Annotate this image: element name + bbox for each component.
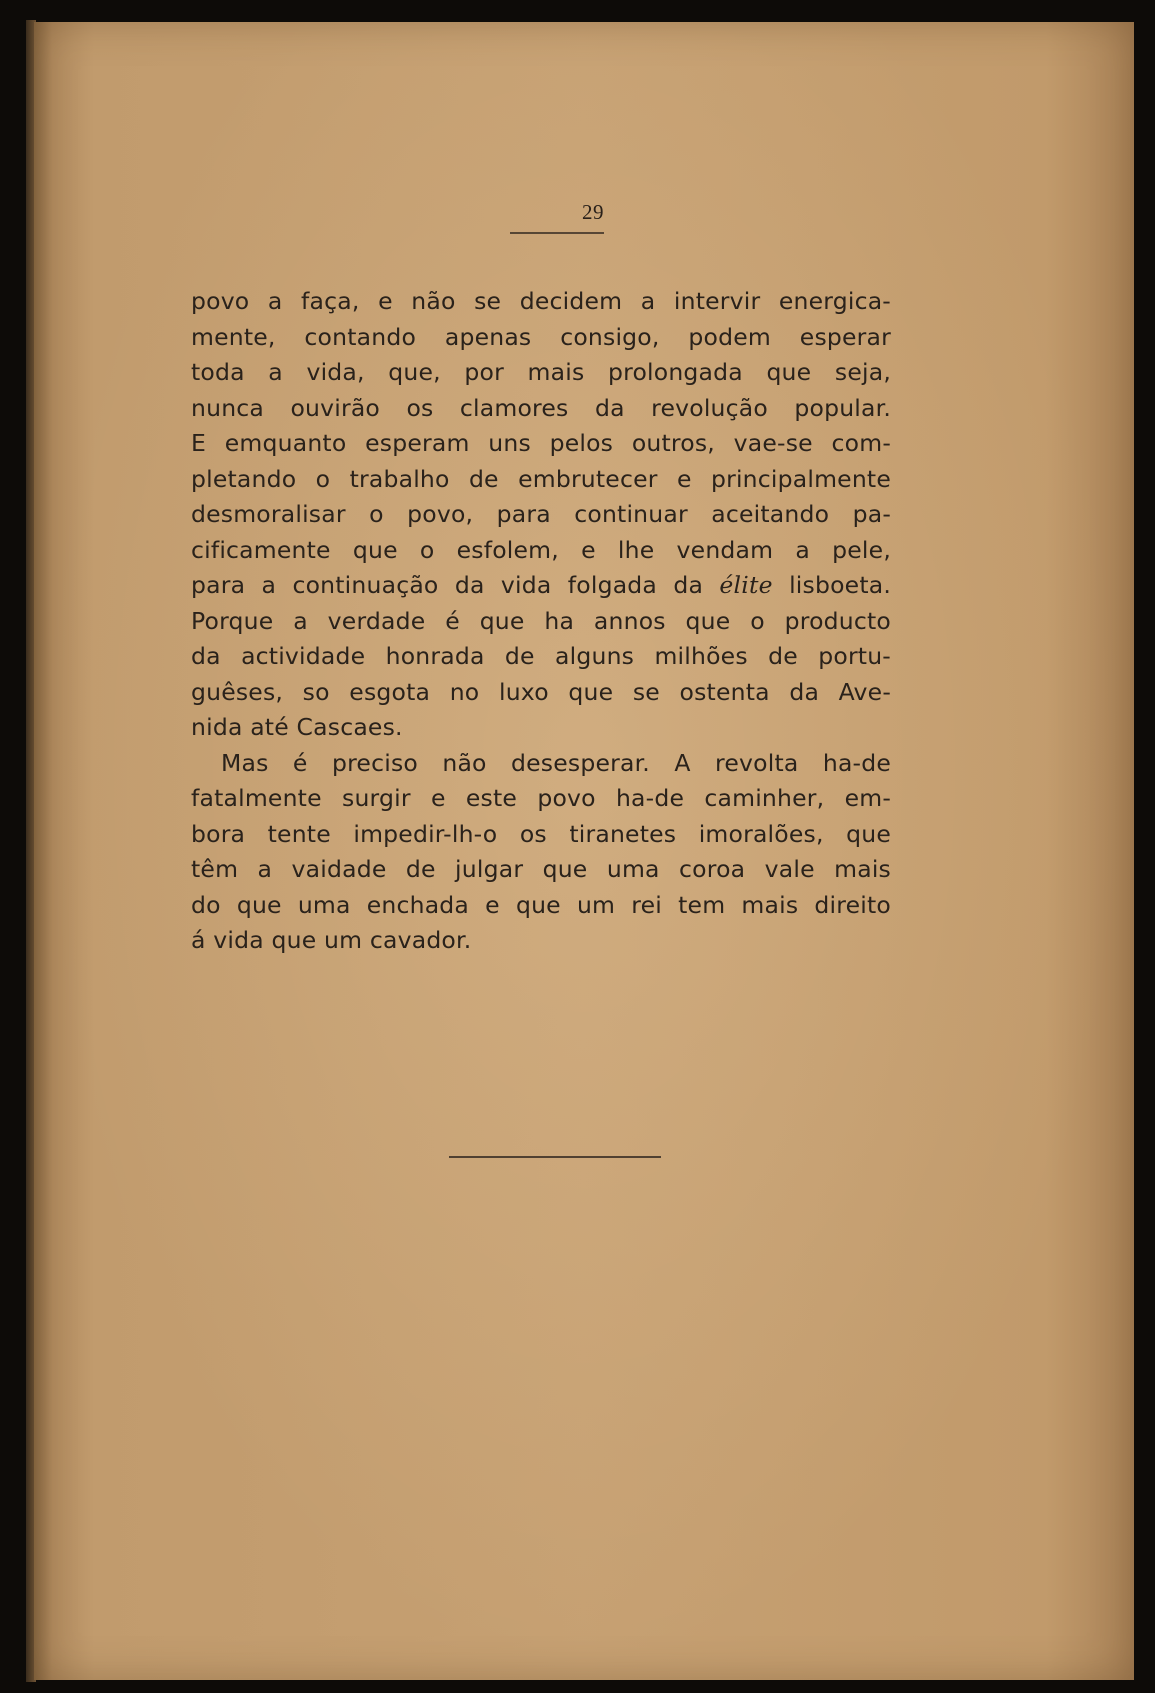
text-line: guêses, so esgota no luxo que se ostenta da Ave- [191,677,891,706]
text-line: Porque a verdade é que ha annos que o producto [191,606,891,635]
text-line: Mas é preciso não desesperar. A revolta ha-de [221,748,891,777]
paragraph-1 [191,284,891,746]
text-line: E emquanto esperam uns pelos outros, vae-se com- [191,429,891,457]
text-segment: lisboeta. [772,571,892,599]
text-line: nunca ouvirão os clamores da revolução popular. [191,393,891,422]
text-segment: para a continuação da vida folgada da [191,571,720,599]
book-page [34,22,1134,1680]
paragraph-2 [191,746,891,959]
text-line: fatalmente surgir e este povo ha-de caminher, em- [191,784,891,812]
page-number-rule [510,232,604,234]
text-line: mente, contando apenas consigo, podem esperar [191,322,891,351]
text-line: desmoralisar o povo, para continuar aceitando pa- [191,500,891,528]
body-text [191,284,891,959]
text-line: povo a faça, e não se decidem a intervir energica- [191,287,891,315]
text-line: á vida que um cavador. [191,926,472,954]
text-line: nida até Cascaes. [191,713,403,741]
text-line: da actividade honrada de alguns milhões de portu- [191,642,891,670]
text-line: pletando o trabalho de embrutecer e principalmente [191,464,891,493]
page-number: 29 [582,200,604,224]
text-line: do que uma enchada e que um rei tem mais direito [191,890,891,919]
text-line: toda a vida, que, por mais prolongada que seja, [191,358,891,386]
text-line: têm a vaidade de julgar que uma coroa vale mais [191,855,891,883]
text-line-with-italic [191,568,891,604]
italic-word: élite [719,571,773,599]
text-line: cificamente que o esfolem, e lhe vendam a pele, [191,535,891,564]
text-line: bora tente impedir-lh-o os tiranetes imoralões, que [191,819,891,848]
end-rule [449,1156,661,1158]
